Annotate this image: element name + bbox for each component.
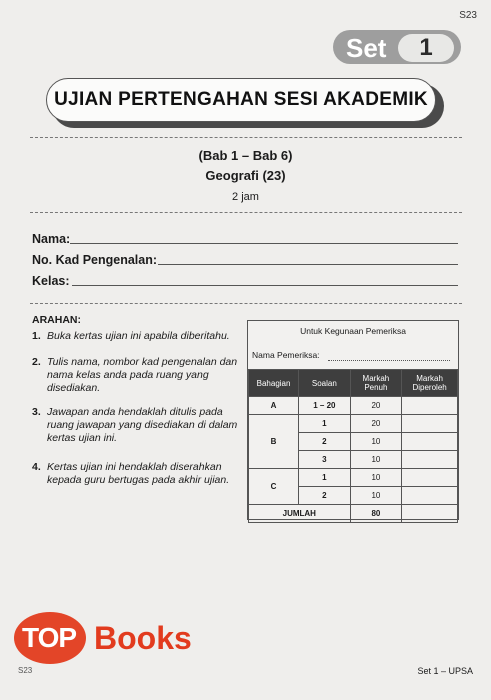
footer-left: S23 [18, 666, 33, 675]
full-mark-cell: 10 [350, 451, 402, 469]
footer-set: Set 1 – UPSA [417, 666, 473, 676]
table-header-row [249, 370, 458, 397]
examiner-box [247, 320, 459, 520]
obtained-mark-cell[interactable] [402, 415, 458, 433]
set-label: Set [346, 33, 387, 63]
instruction-number: 4. [32, 461, 41, 473]
question-cell: 3 [299, 451, 351, 469]
instruction-text: Buka kertas ujian ini apabila diberitahu. [47, 330, 230, 342]
topbooks-watermark [12, 608, 192, 666]
question-cell: 2 [299, 433, 351, 451]
marks-table [248, 369, 458, 523]
instruction-item [32, 461, 242, 487]
instruction-item [32, 406, 242, 445]
total-obtained-cell[interactable] [402, 505, 458, 523]
header-soalan: Soalan [299, 370, 351, 397]
table-row [249, 415, 458, 433]
question-cell: 1 – 20 [299, 397, 351, 415]
set-number: 1 [398, 34, 454, 62]
instruction-number: 2. [32, 356, 41, 368]
section-cell: B [249, 415, 299, 469]
total-label: JUMLAH [249, 505, 351, 523]
full-mark-cell: 10 [350, 469, 402, 487]
full-mark-cell: 20 [350, 415, 402, 433]
divider [30, 137, 462, 138]
obtained-mark-cell[interactable] [402, 451, 458, 469]
question-cell: 1 [299, 469, 351, 487]
header-bahagian: Bahagian [249, 370, 299, 397]
instruction-number: 1. [32, 330, 41, 342]
name-field[interactable] [70, 243, 458, 244]
subject-title: Geografi (23) [205, 168, 286, 183]
instructions-heading: ARAHAN: [32, 314, 81, 326]
header-markah-diperoleh: Markah Diperoleh [402, 370, 458, 397]
table-total-row [249, 505, 458, 523]
instruction-number: 3. [32, 406, 41, 418]
total-value: 80 [350, 505, 402, 523]
section-cell: C [249, 469, 299, 505]
class-label: Kelas: [32, 274, 70, 288]
question-cell: 2 [299, 487, 351, 505]
full-mark-cell: 10 [350, 433, 402, 451]
page-code: S23 [459, 10, 477, 21]
instruction-item [32, 356, 242, 395]
full-mark-cell: 20 [350, 397, 402, 415]
obtained-mark-cell[interactable] [402, 397, 458, 415]
table-row [249, 469, 458, 487]
obtained-mark-cell[interactable] [402, 469, 458, 487]
class-field[interactable] [72, 285, 458, 286]
instruction-text: Kertas ujian ini hendaklah diserahkan kepada guru bertugas pada akhir ujian. [47, 461, 230, 486]
examiner-title: Untuk Kegunaan Pemeriksa [300, 326, 406, 336]
table-row [249, 397, 458, 415]
examiner-name-label: Nama Pemeriksa: [252, 350, 320, 360]
instruction-item [32, 330, 242, 343]
watermark-books-text: Books [94, 620, 192, 656]
duration: 2 jam [232, 191, 259, 203]
section-cell: A [249, 397, 299, 415]
name-label: Nama: [32, 232, 71, 246]
watermark-top-text: TOP [22, 622, 77, 653]
divider [30, 212, 462, 213]
full-mark-cell: 10 [350, 487, 402, 505]
ic-field[interactable] [158, 264, 458, 265]
page-title: UJIAN PERTENGAHAN SESI AKADEMIK [46, 78, 436, 122]
divider [30, 303, 462, 304]
instruction-text: Tulis nama, nombor kad pengenalan dan nama kelas anda pada ruang yang disediakan. [47, 356, 238, 394]
obtained-mark-cell[interactable] [402, 487, 458, 505]
instruction-text: Jawapan anda hendaklah ditulis pada ruang jawapan yang disediakan di dalam kertas ujian ini. [47, 406, 238, 444]
question-cell: 1 [299, 415, 351, 433]
examiner-name-field[interactable] [328, 360, 450, 361]
ic-label: No. Kad Pengenalan: [32, 253, 158, 267]
header-markah-penuh: Markah Penuh [350, 370, 402, 397]
obtained-mark-cell[interactable] [402, 433, 458, 451]
chapter-range: (Bab 1 – Bab 6) [198, 148, 293, 163]
